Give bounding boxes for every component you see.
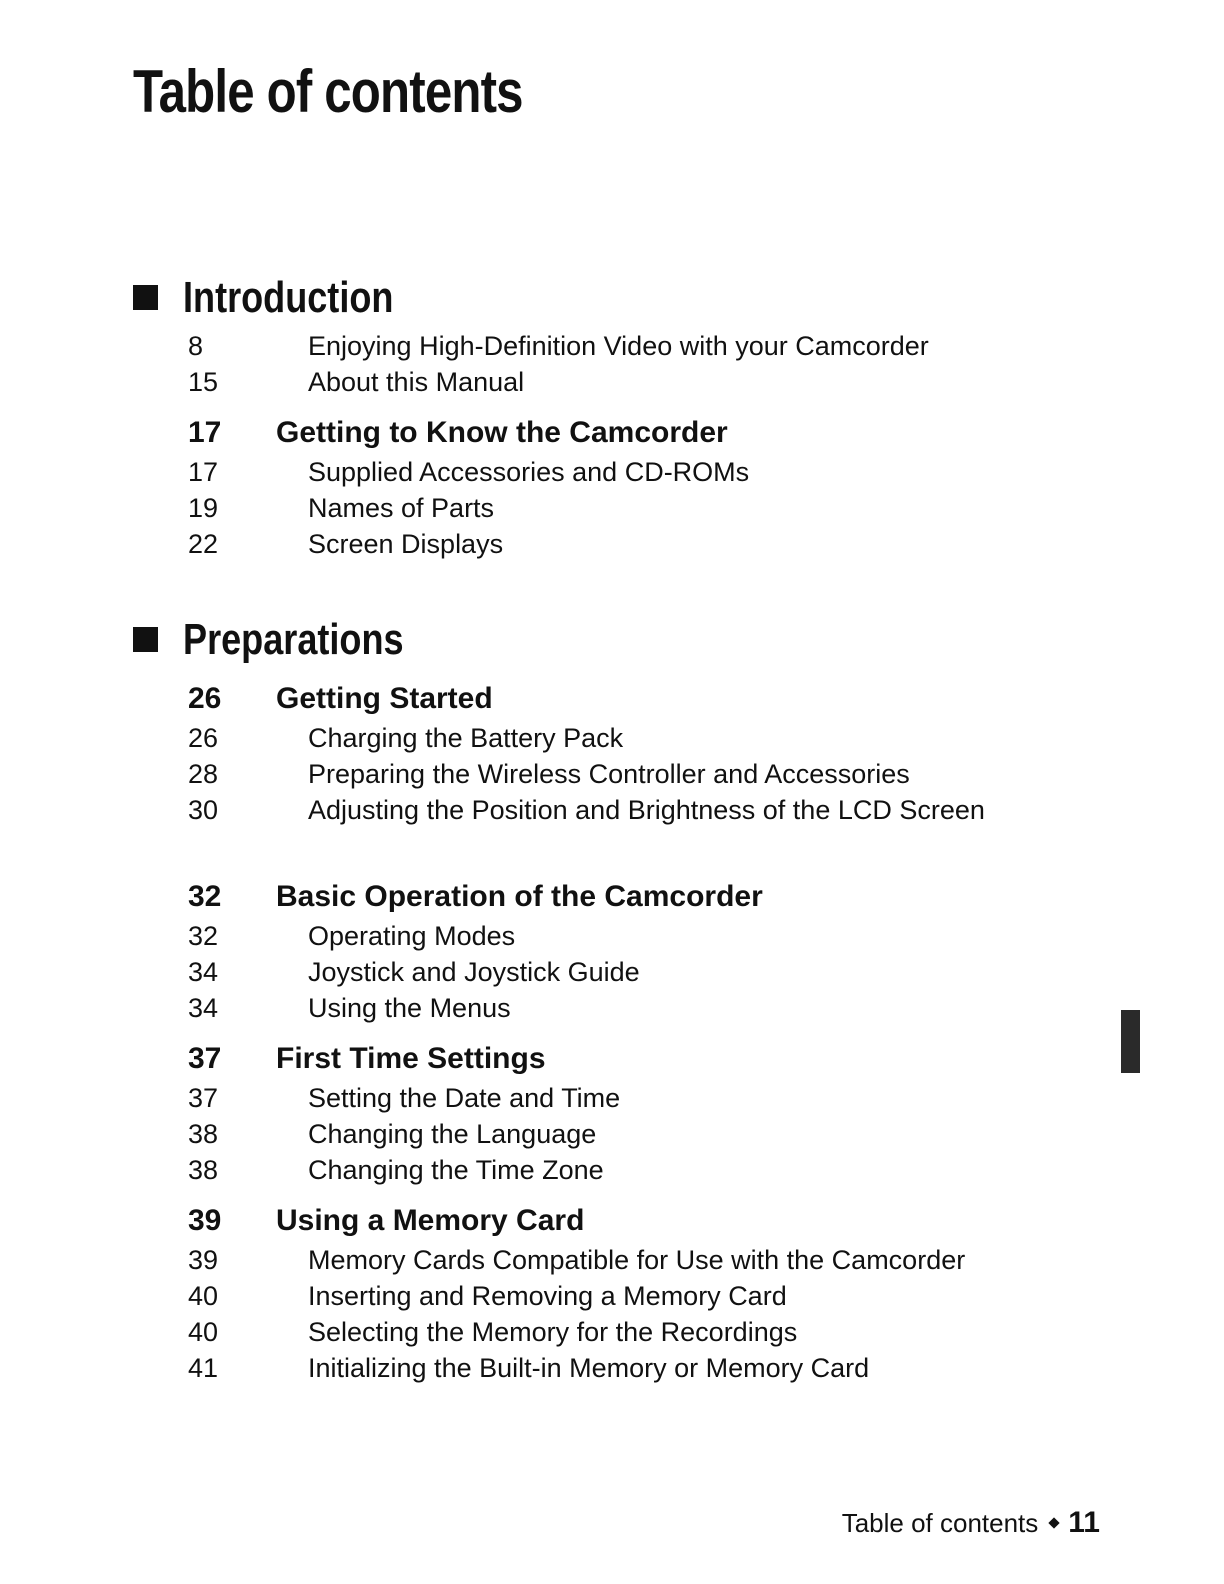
toc-entry[interactable] bbox=[0, 364, 1224, 400]
entry-page-number: 40 bbox=[188, 1317, 219, 1347]
entry-title: Changing the Language bbox=[308, 1119, 597, 1149]
group-page-number: 39 bbox=[188, 1204, 222, 1237]
group-title: Basic Operation of the Camcorder bbox=[276, 880, 763, 913]
entry-title: Screen Displays bbox=[308, 529, 504, 559]
entry-list bbox=[0, 328, 1224, 562]
toc-entry[interactable] bbox=[0, 792, 1224, 864]
toc-entry[interactable] bbox=[0, 1350, 1224, 1386]
toc-entry[interactable] bbox=[0, 756, 1224, 792]
toc-entry[interactable] bbox=[0, 1314, 1224, 1350]
entry-page-number: 40 bbox=[188, 1281, 219, 1311]
entry-title: Setting the Date and Time bbox=[308, 1083, 621, 1113]
group-title: Using a Memory Card bbox=[276, 1204, 585, 1237]
entry-page-number: 26 bbox=[188, 723, 219, 753]
group-page-number: 37 bbox=[188, 1042, 222, 1075]
group-page-number: 26 bbox=[188, 682, 222, 715]
entry-page-number: 28 bbox=[188, 759, 219, 789]
entry-page-number: 19 bbox=[188, 493, 219, 523]
section-title: Introduction bbox=[183, 273, 394, 322]
toc-group-heading[interactable] bbox=[0, 1200, 1224, 1242]
entry-list bbox=[0, 670, 1224, 1386]
square-bullet-icon bbox=[133, 627, 158, 652]
toc-entry[interactable] bbox=[0, 328, 1224, 364]
entry-page-number: 32 bbox=[188, 921, 219, 951]
toc-entry[interactable] bbox=[0, 1152, 1224, 1188]
entry-title: Inserting and Removing a Memory Card bbox=[308, 1281, 787, 1311]
entry-page-number: 38 bbox=[188, 1155, 219, 1185]
group-page-number: 17 bbox=[188, 416, 222, 449]
entry-title: Selecting the Memory for the Recordings bbox=[308, 1317, 798, 1347]
entry-title: Joystick and Joystick Guide bbox=[308, 957, 640, 987]
entry-page-number: 15 bbox=[188, 367, 219, 397]
entry-page-number: 41 bbox=[188, 1353, 219, 1383]
entry-title: Memory Cards Compatible for Use with the Camcorder bbox=[308, 1245, 966, 1275]
toc-entry[interactable] bbox=[0, 720, 1224, 756]
toc-entry[interactable] bbox=[0, 1116, 1224, 1152]
toc-group-heading[interactable] bbox=[0, 876, 1224, 918]
toc-entry[interactable] bbox=[0, 954, 1224, 990]
entry-page-number: 17 bbox=[188, 457, 219, 487]
entry-page-number: 38 bbox=[188, 1119, 219, 1149]
toc-entry[interactable] bbox=[0, 1278, 1224, 1314]
entry-title: Using the Menus bbox=[308, 993, 511, 1023]
entry-page-number: 8 bbox=[188, 331, 204, 361]
group-title: First Time Settings bbox=[276, 1042, 546, 1075]
toc-entry[interactable] bbox=[0, 490, 1224, 526]
entry-title: Changing the Time Zone bbox=[308, 1155, 604, 1185]
toc-entry[interactable] bbox=[0, 454, 1224, 490]
entry-page-number: 30 bbox=[188, 795, 219, 825]
section-introduction bbox=[0, 268, 1224, 562]
page-title: Table of contents bbox=[133, 58, 523, 125]
entry-page-number: 34 bbox=[188, 993, 219, 1023]
entry-page-number: 39 bbox=[188, 1245, 219, 1275]
entry-title: Operating Modes bbox=[308, 921, 516, 951]
toc-entry[interactable] bbox=[0, 1242, 1224, 1278]
entry-title: Preparing the Wireless Controller and Accessories bbox=[308, 759, 910, 789]
square-bullet-icon bbox=[133, 285, 158, 310]
toc-group-heading[interactable] bbox=[0, 1038, 1224, 1080]
entry-title: Names of Parts bbox=[308, 493, 495, 523]
entry-page-number: 22 bbox=[188, 529, 219, 559]
section-thumb-tab bbox=[1121, 1010, 1140, 1073]
toc-group-heading[interactable] bbox=[0, 678, 1224, 720]
section-preparations bbox=[0, 610, 1224, 1386]
section-title: Preparations bbox=[183, 615, 404, 664]
toc-entry[interactable] bbox=[0, 1080, 1224, 1116]
toc-entry[interactable] bbox=[0, 990, 1224, 1026]
section-header bbox=[0, 268, 1224, 328]
entry-title: Charging the Battery Pack bbox=[308, 723, 624, 753]
toc-entry[interactable] bbox=[0, 526, 1224, 562]
page-footer bbox=[842, 1505, 1100, 1541]
group-page-number: 32 bbox=[188, 880, 222, 913]
entry-title: Supplied Accessories and CD-ROMs bbox=[308, 457, 750, 487]
entry-page-number: 37 bbox=[188, 1083, 219, 1113]
footer-label: Table of contents bbox=[841, 1508, 1039, 1538]
toc-group-heading[interactable] bbox=[0, 412, 1224, 454]
entry-page-number: 34 bbox=[188, 957, 219, 987]
section-header bbox=[0, 610, 1224, 670]
entry-title: Initializing the Built-in Memory or Memory Card bbox=[308, 1353, 870, 1383]
entry-title: Adjusting the Position and Brightness of the LCD Screen bbox=[308, 795, 985, 825]
group-title: Getting Started bbox=[276, 682, 493, 715]
toc-entry[interactable] bbox=[0, 918, 1224, 954]
entry-title: Enjoying High-Definition Video with your Camcorder bbox=[308, 331, 929, 361]
entry-title: About this Manual bbox=[308, 367, 525, 397]
group-title: Getting to Know the Camcorder bbox=[276, 416, 728, 449]
page-number: 11 bbox=[1068, 1506, 1100, 1539]
diamond-bullet-icon bbox=[1049, 1517, 1060, 1528]
